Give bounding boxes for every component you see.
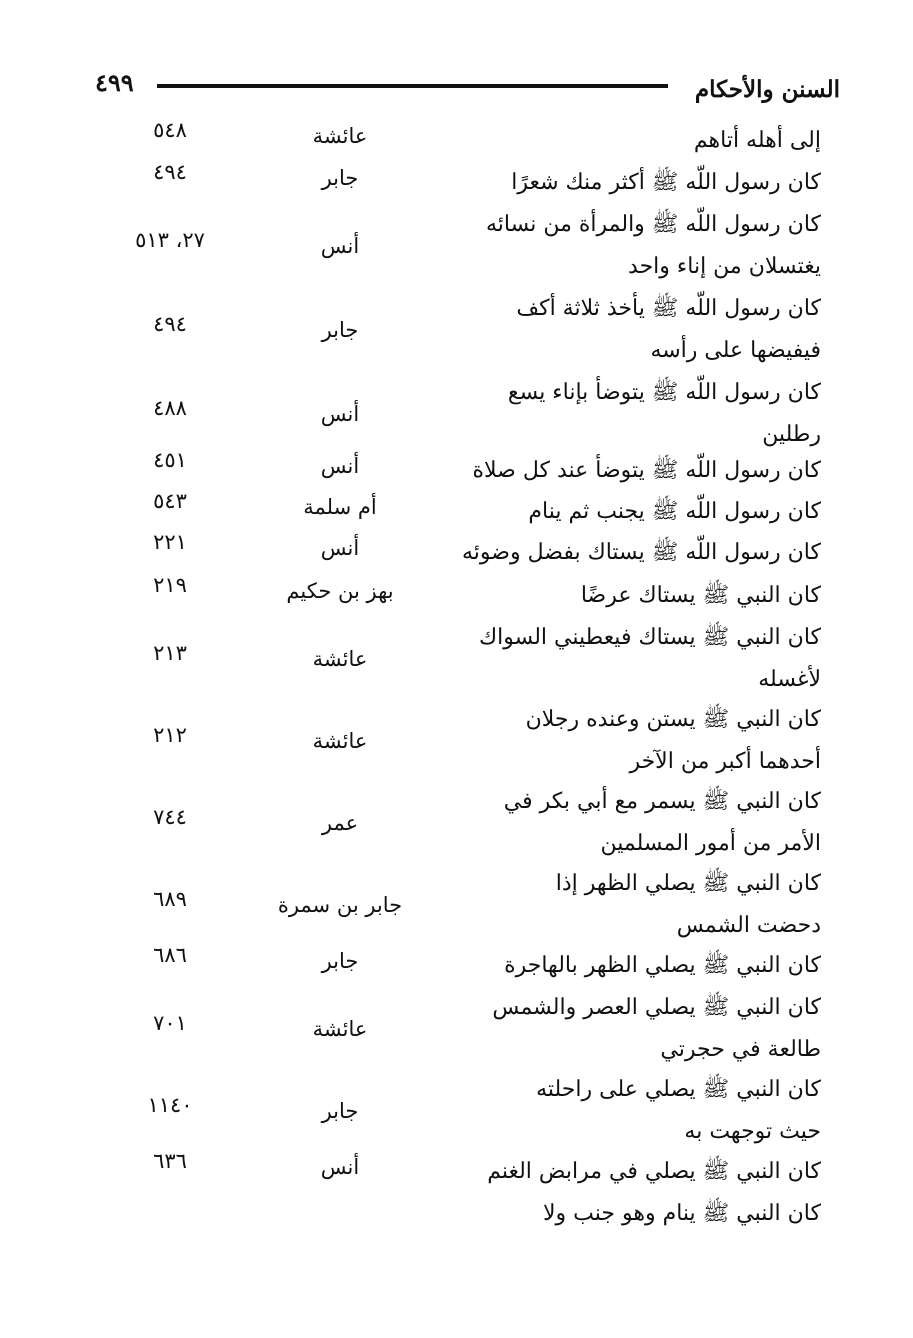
hadith-text-line: أحدهما أكبر من الآخر [629, 749, 821, 774]
narrator-name: أنس [320, 234, 360, 258]
hadith-text-line: كان رسول اللّه ﷺ يجنب ثم ينام [528, 499, 821, 524]
hadith-text [441, 450, 821, 492]
narrator-name: أنس [320, 536, 360, 560]
page-references: ٦٣٦ [153, 1149, 187, 1173]
hadith-text [441, 372, 821, 456]
narrator-name: جابر [321, 949, 359, 973]
hadith-text-line: كان النبي ﷺ ينام وهو جنب ولا [543, 1201, 821, 1226]
hadith-text [441, 699, 821, 783]
hadith-text-line: الأمر من أمور المسلمين [600, 831, 821, 856]
narrator-name: عمر [321, 811, 359, 835]
narrator-name: أنس [320, 454, 360, 478]
page-references: ٢١٩ [153, 573, 187, 597]
hadith-text-line: كان النبي ﷺ يصلي الظهر بالهاجرة [504, 953, 821, 978]
narrator-name: جابر [321, 318, 359, 342]
hadith-text-line: كان النبي ﷺ يستاك فيعطيني السواك [478, 625, 821, 650]
hadith-text [441, 945, 821, 987]
page-references: ٦٨٩ [153, 887, 187, 911]
hadith-text [441, 204, 821, 288]
hadith-text-line: فيفيضها على رأسه [650, 338, 821, 363]
narrator-name: أم سلمة [303, 495, 377, 519]
hadith-text [441, 617, 821, 701]
narrator-name: عائشة [312, 647, 368, 671]
page-references: ٢١٣ [153, 641, 187, 665]
hadith-text-line: دحضت الشمس [676, 913, 821, 938]
running-title: السنن والأحكام [694, 76, 840, 103]
hadith-text-line: يغتسلان من إناء واحد [628, 254, 821, 279]
hadith-text-line: كان النبي ﷺ يصلي على راحلته [536, 1077, 821, 1102]
page-references: ٢٢١ [153, 530, 187, 554]
page-references: ٤٥١ [153, 448, 187, 472]
hadith-text [441, 781, 821, 865]
hadith-text [441, 532, 821, 574]
page-references: ٢٧، ٥١٣ [135, 228, 205, 252]
narrator-name: جابر [321, 166, 359, 190]
hadith-text [441, 288, 821, 372]
hadith-text [441, 575, 821, 617]
hadith-text [441, 491, 821, 533]
hadith-text-line: لأغسله [758, 667, 821, 692]
hadith-text-line: كان النبي ﷺ يستن وعنده رجلان [525, 707, 821, 732]
hadith-text-line: كان رسول اللّه ﷺ يتوضأ عند كل صلاة [472, 458, 821, 483]
narrator-name: عائشة [312, 729, 368, 753]
hadith-text-line: كان رسول اللّه ﷺ والمرأة من نسائه [485, 212, 821, 237]
hadith-text-line: كان رسول اللّه ﷺ يتوضأ بإناء يسع [507, 380, 821, 405]
narrator-name: جابر [321, 1099, 359, 1123]
hadith-text-line: كان النبي ﷺ يصلي الظهر إذا [555, 871, 821, 896]
page-references: ٤٨٨ [153, 396, 187, 420]
hadith-text-line: إلى أهله أتاهم [693, 128, 821, 153]
hadith-text [441, 120, 821, 162]
hadith-text-line: كان النبي ﷺ يستاك عرضًا [580, 583, 821, 608]
page-number: ٤٩٩ [95, 68, 134, 97]
page-references: ٧٤٤ [153, 805, 187, 829]
narrator-name: أنس [320, 1155, 360, 1179]
narrator-name: بهز بن حكيم [286, 579, 394, 603]
hadith-text-line: كان رسول اللّه ﷺ يستاك بفضل وضوئه [462, 540, 821, 565]
page-references: ٢١٢ [153, 723, 187, 747]
page-references: ١١٤٠ [147, 1093, 193, 1117]
hadith-text [441, 863, 821, 947]
hadith-text-line: كان رسول اللّه ﷺ أكثر منك شعرًا [511, 170, 821, 195]
page-references: ٥٤٣ [153, 489, 187, 513]
hadith-text-line: كان النبي ﷺ يصلي في مرابض الغنم [487, 1159, 821, 1184]
hadith-text-line: كان رسول اللّه ﷺ يأخذ ثلاثة أكف [516, 296, 821, 321]
hadith-text [441, 162, 821, 204]
page-references: ٤٩٤ [153, 312, 187, 336]
page-references: ٥٤٨ [153, 118, 187, 142]
hadith-text-line: رطلين [762, 422, 821, 447]
hadith-text-line: طالعة في حجرتي [660, 1037, 821, 1062]
hadith-text-line: كان النبي ﷺ يصلي العصر والشمس [492, 995, 821, 1020]
hadith-text-line: حيث توجهت به [684, 1119, 821, 1144]
hadith-text [441, 1151, 821, 1193]
narrator-name: عائشة [312, 1017, 368, 1041]
narrator-name: أنس [320, 402, 360, 426]
hadith-text [441, 1069, 821, 1153]
narrator-name: جابر بن سمرة [277, 893, 403, 917]
hadith-text [441, 1193, 821, 1235]
hadith-text [441, 987, 821, 1071]
page-references: ٦٨٦ [153, 943, 187, 967]
narrator-name: عائشة [312, 124, 368, 148]
hadith-text-line: كان النبي ﷺ يسمر مع أبي بكر في [503, 789, 821, 814]
page-references: ٤٩٤ [153, 160, 187, 184]
page-references: ٧٠١ [153, 1011, 187, 1035]
